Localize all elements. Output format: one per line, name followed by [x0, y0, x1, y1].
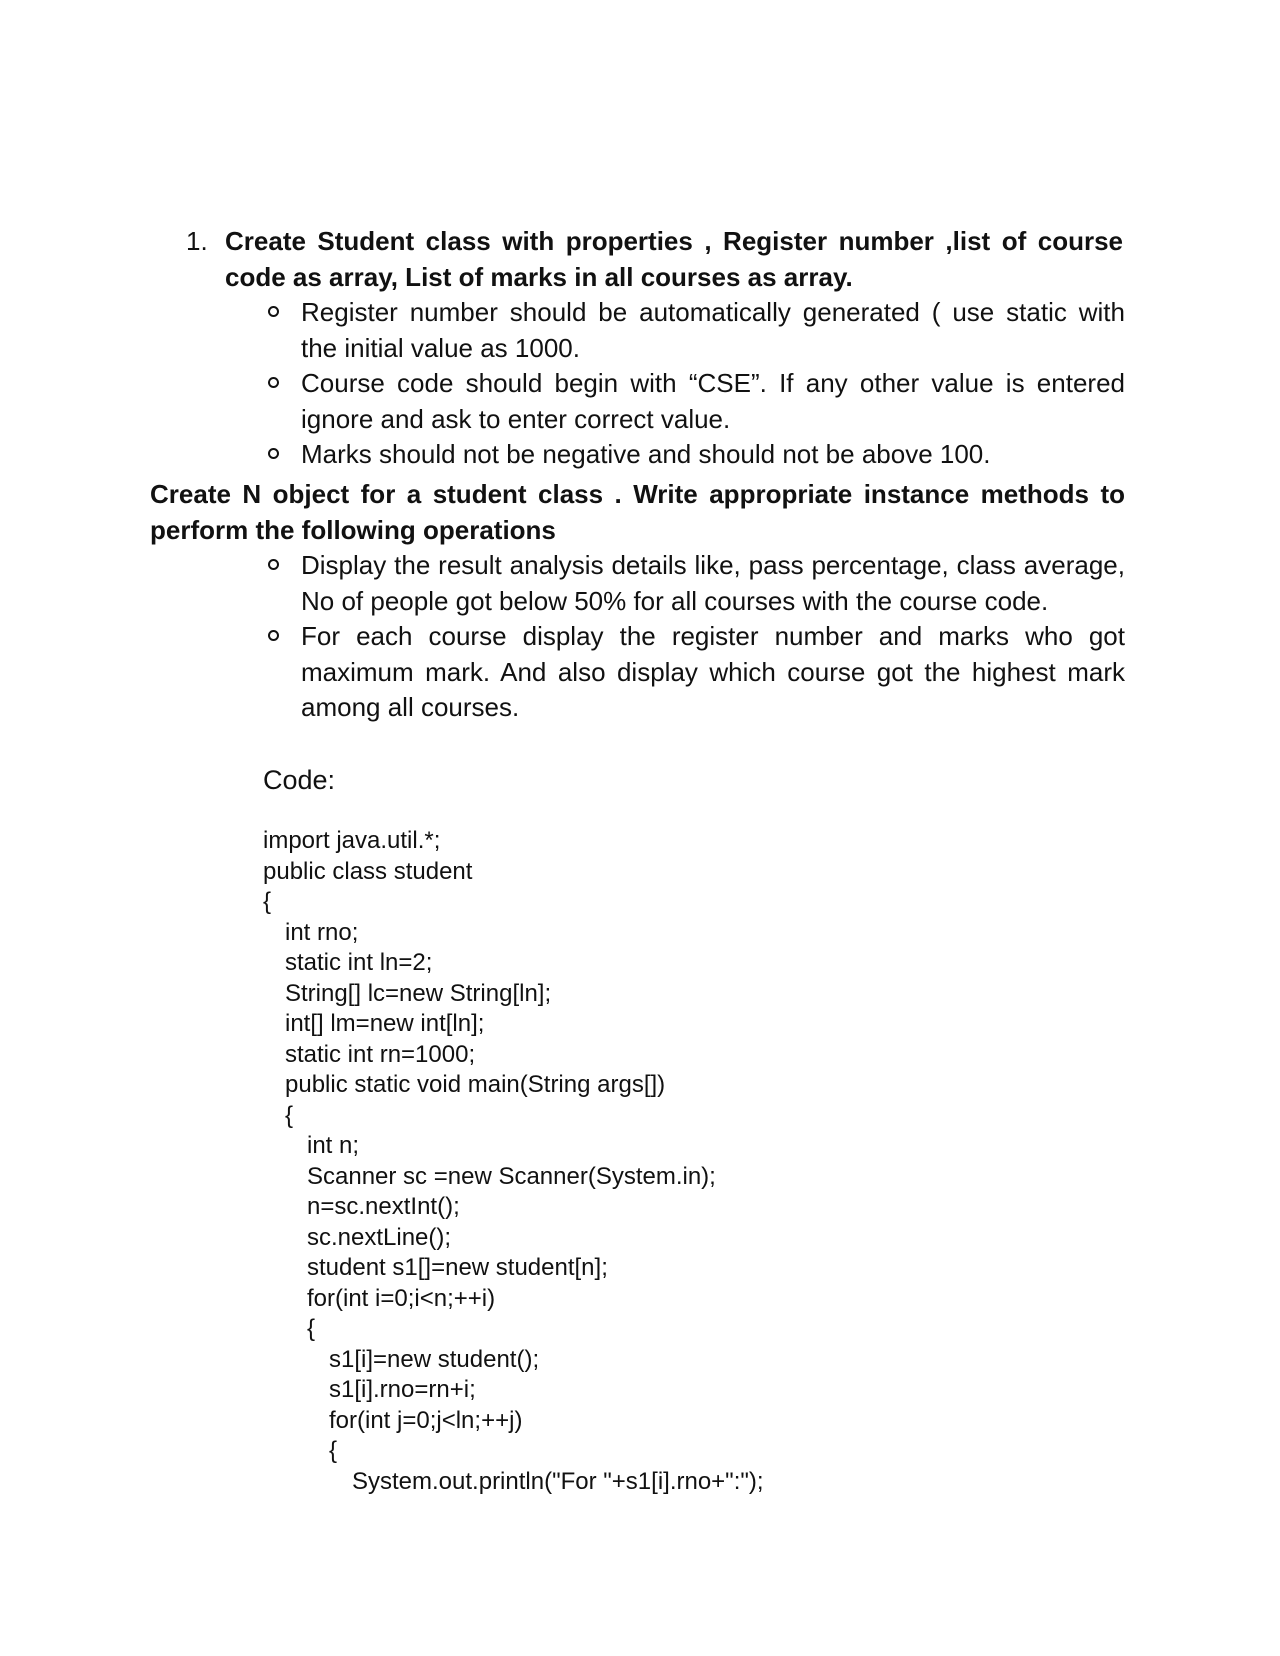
list-item	[265, 295, 1125, 366]
list-item	[265, 437, 1125, 473]
list-item-text: For each course display the register number and marks who got maximum mark. And also display which course got the highest mark among all courses.	[301, 621, 1125, 722]
code-line: {	[263, 888, 272, 915]
code-line: s1[i]=new student();	[329, 1345, 540, 1373]
code-line: student s1[]=new student[n];	[307, 1254, 608, 1281]
code-line: int rno;	[285, 918, 359, 946]
code-line: for(int j=0;j<ln;++j)	[329, 1406, 523, 1434]
code-line: System.out.println("For "+s1[i].rno+":");	[352, 1467, 764, 1495]
hollow-circle-bullet-icon	[268, 559, 279, 570]
code-line: Scanner sc =new Scanner(System.in);	[307, 1162, 716, 1190]
list-item	[265, 548, 1125, 619]
hollow-circle-bullet-icon	[268, 630, 279, 641]
instructions-paragraph: Create N object for a student class . Write appropriate instance methods to perform the following operations	[150, 479, 1125, 545]
code-line: {	[285, 1101, 294, 1129]
code-line: String[] lc=new String[ln];	[285, 979, 552, 1007]
hollow-circle-bullet-icon	[268, 377, 279, 388]
hollow-circle-bullet-icon	[268, 448, 279, 459]
code-line: for(int i=0;i<n;++i)	[307, 1284, 496, 1312]
list-item-text: Marks should not be negative and should not be above 100.	[301, 439, 991, 469]
code-line: {	[307, 1315, 316, 1342]
code-line: public static void main(String args[])	[285, 1071, 666, 1098]
hollow-circle-bullet-icon	[268, 306, 279, 317]
code-line: s1[i].rno=rn+i;	[329, 1376, 476, 1403]
code-line: n=sc.nextInt();	[307, 1193, 460, 1220]
operations-list	[265, 548, 1125, 726]
code-line: {	[329, 1437, 338, 1464]
question-number: 1.	[186, 226, 208, 256]
code-line: static int ln=2;	[285, 949, 433, 976]
list-item-text: Display the result analysis details like, pass percentage, class average, No of people got below 50% for all courses with the course code.	[301, 550, 1125, 616]
code-line: sc.nextLine();	[307, 1223, 452, 1251]
code-line: public class student	[263, 857, 473, 885]
code-line: int[] lm=new int[ln];	[285, 1010, 485, 1037]
code-line: int n;	[307, 1132, 360, 1159]
list-item	[265, 619, 1125, 726]
code-line: static int rn=1000;	[285, 1040, 476, 1068]
requirements-list	[265, 295, 1125, 473]
code-heading: Code:	[263, 765, 336, 795]
list-item-text: Register number should be automatically generated ( use static with the initial value as 1000.	[301, 297, 1125, 363]
list-item	[265, 366, 1125, 437]
question-text: Create Student class with properties , Register number ,list of course code as array, List of marks in all courses as array.	[225, 226, 1123, 292]
list-item-text: Course code should begin with “CSE”. If any other value is entered ignore and ask to enter correct value.	[301, 368, 1125, 434]
code-block	[263, 826, 1123, 1497]
code-line: import java.util.*;	[263, 827, 441, 854]
